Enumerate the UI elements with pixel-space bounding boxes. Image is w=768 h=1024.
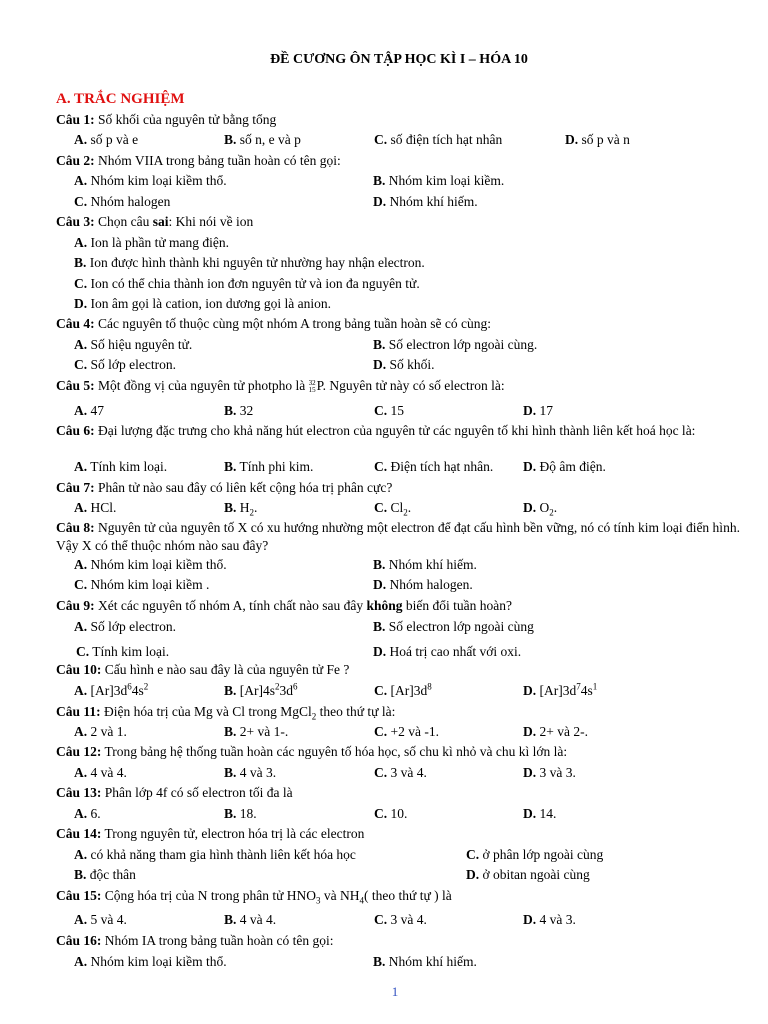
- option-b: B. Nhóm khí hiếm.: [373, 557, 477, 572]
- option-d: D. $[Ar]3d^74s^1$: [523, 681, 598, 698]
- option-b: B. Số electron lớp ngoài cùng: [373, 619, 534, 634]
- option-b: B. 4 và 4.: [224, 912, 277, 927]
- option-b: B. 18.: [224, 806, 257, 821]
- option-a: A. HCl.: [74, 500, 117, 515]
- option-d: D. Nhóm khí hiếm.: [373, 194, 478, 209]
- option-d: D. 3 và 3.: [523, 765, 576, 780]
- option-a: A. Số hiệu nguyên tử.: [74, 337, 193, 352]
- option-d: D. Ion âm gọi là cation, ion dương gọi là anion.: [74, 296, 332, 311]
- option-d: D. 2+ và 2-.: [523, 724, 588, 739]
- option-a: A. Ion là phần tử mang điện.: [74, 235, 230, 250]
- option-c: C. $[Ar]3d^8$: [374, 681, 432, 698]
- option-b: B. 4 và 3.: [224, 765, 277, 780]
- question-12: Câu 12: Trong bảng hệ thống tuần hoàn các nguyên tố hóa học, số chu kì nhỏ và chu kì lớn là:: [56, 744, 568, 759]
- question-4: Câu 4: Các nguyên tố thuộc cùng một nhóm A trong bảng tuần hoàn sẽ có cùng:: [56, 316, 491, 331]
- option-c: C. 15: [374, 403, 404, 418]
- question-9: Câu 9: Xét các nguyên tố nhóm A, tính chất nào sau đây không biến đổi tuần hoàn?: [56, 598, 512, 613]
- option-b: B. 2+ và 1-.: [224, 724, 289, 739]
- option-c: C. 3 và 4.: [374, 765, 427, 780]
- option-c: C. $Cl_2$.: [374, 500, 412, 518]
- option-c: C. ở phân lớp ngoài cùng: [466, 847, 604, 862]
- option-a: A. 47: [74, 403, 104, 418]
- option-a: A. Số lớp electron.: [74, 619, 176, 634]
- question-14: Câu 14: Trong nguyên tử, electron hóa trị là các electron: [56, 826, 365, 841]
- question-3: Câu 3: Chọn câu sai: Khi nói về ion: [56, 214, 254, 229]
- option-a: A. 2 và 1.: [74, 724, 127, 739]
- option-d: D. Số khối.: [373, 357, 435, 372]
- option-d: D. 17: [523, 403, 553, 418]
- option-c: C. Điện tích hạt nhân.: [374, 459, 494, 474]
- section-heading: A. TRẮC NGHIỆM: [56, 91, 185, 107]
- question-15: Câu 15: Cộng hóa trị của N trong phân tử $HNO_3$ và $NH_4$( theo thứ tự ) là: [56, 888, 452, 906]
- option-b: B. Tính phi kim.: [224, 459, 314, 474]
- question-6: Câu 6: Đại lượng đặc trưng cho khả năng hút electron của nguyên tử các nguyên tố khi hình thành liên kết hoá học là:: [56, 423, 696, 438]
- option-c: C. Nhóm kim loại kiềm .: [74, 577, 210, 592]
- option-c: C. Số lớp electron.: [74, 357, 176, 372]
- option-c: C. 3 và 4.: [374, 912, 427, 927]
- option-a: A. Nhóm kim loại kiềm thổ.: [74, 173, 227, 188]
- option-c: C. số điện tích hạt nhân: [374, 132, 503, 147]
- question-7: Câu 7: Phân tử nào sau đây có liên kết cộng hóa trị phân cực?: [56, 480, 393, 495]
- option-c: C. Tính kim loại.: [76, 644, 170, 659]
- option-d: D. Nhóm halogen.: [373, 577, 473, 592]
- option-d: D. số p và n: [565, 132, 630, 147]
- page-number: 1: [391, 984, 399, 999]
- option-b: B. Ion được hình thành khi nguyên tử nhường hay nhận electron.: [74, 255, 425, 270]
- option-d: D. Hoá trị cao nhất với oxi.: [373, 644, 522, 659]
- question-11: Câu 11: Điện hóa trị của Mg và Cl trong MgCl$_2$ theo thứ tự là:: [56, 704, 396, 722]
- option-b: B. Nhóm khí hiếm.: [373, 954, 477, 969]
- option-a: A. có khả năng tham gia hình thành liên kết hóa học: [74, 847, 356, 862]
- option-b: B. 32: [224, 403, 254, 418]
- option-c: C. Ion có thể chia thành ion đơn nguyên tử và ion đa nguyên tử.: [74, 276, 420, 291]
- question-10: Câu 10: Cấu hình e nào sau đây là của nguyên tử Fe ?: [56, 662, 350, 677]
- option-d: D. 4 và 3.: [523, 912, 576, 927]
- option-a: A. 4 và 4.: [74, 765, 127, 780]
- option-c: C. 10.: [374, 806, 408, 821]
- option-a: A. 6.: [74, 806, 101, 821]
- document-title: ĐỀ CƯƠNG ÔN TẬP HỌC KÌ I – HÓA 10: [270, 52, 528, 67]
- option-b: B. $H_2$.: [224, 500, 258, 518]
- option-b: B. độc thân: [74, 867, 136, 882]
- option-b: B. số n, e và p: [224, 132, 301, 147]
- option-d: D. 14.: [523, 806, 557, 821]
- option-b: B. Nhóm kim loại kiềm.: [373, 173, 505, 188]
- option-a: A. Nhóm kim loại kiềm thổ.: [74, 954, 227, 969]
- option-b: B. $[Ar]4s^23d^6$: [224, 681, 298, 698]
- question-1: Câu 1: Số khối của nguyên tử bằng tổng: [56, 112, 277, 127]
- question-2: Câu 2: Nhóm VIIA trong bảng tuần hoàn có tên gọi:: [56, 153, 341, 168]
- option-a: A. Nhóm kim loại kiềm thổ.: [74, 557, 227, 572]
- question-5: Câu 5: Một đồng vị của nguyên tử photpho là 32 15P. Nguyên tử này có số electron là:: [56, 378, 505, 394]
- option-d: D. ở obitan ngoài cùng: [466, 867, 590, 882]
- option-b: B. Số electron lớp ngoài cùng.: [373, 337, 538, 352]
- option-a: A. số p và e: [74, 132, 139, 147]
- option-d: D. $O_2$.: [523, 500, 558, 518]
- option-a: A. $[Ar]3d^64s^2$: [74, 681, 149, 698]
- option-d: D. Độ âm điện.: [523, 459, 606, 474]
- option-a: A. 5 và 4.: [74, 912, 127, 927]
- option-c: C. Nhóm halogen: [74, 194, 171, 209]
- option-a: A. Tính kim loại.: [74, 459, 168, 474]
- option-c: C. +2 và -1.: [374, 724, 439, 739]
- question-13: Câu 13: Phân lớp 4f có số electron tối đa là: [56, 785, 293, 800]
- question-8: Câu 8: Nguyên tử của nguyên tố X có xu hướng nhường một electron để đạt cấu hình bền vững, nó có tính kim loại điển hình. Vậy X có thể thuộc nhóm nào sau đây?: [56, 520, 740, 553]
- question-16: Câu 16: Nhóm IA trong bảng tuần hoàn có tên gọi:: [56, 933, 334, 948]
